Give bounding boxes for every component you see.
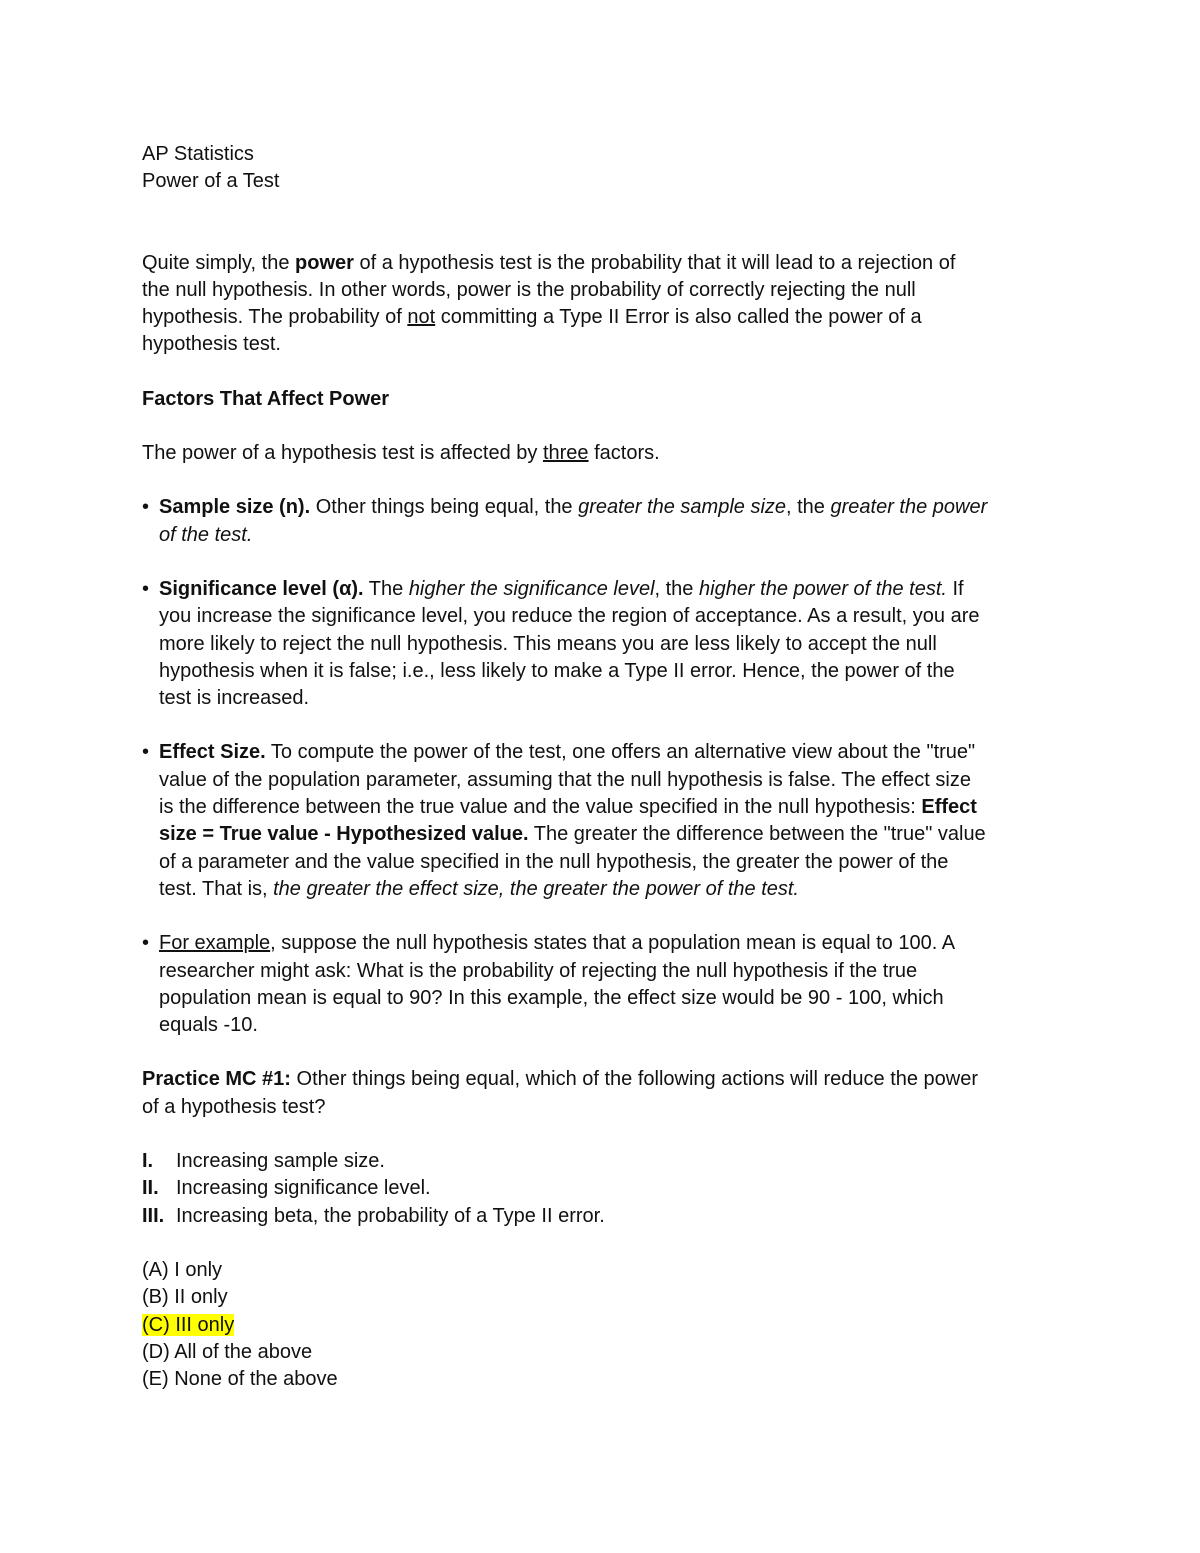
bullet-example: • For example, suppose the null hypothesis states that a population mean is equal to 100. A researcher might ask: What is the probability of rejecting the null hypothesis if the true population mean is equal to 90? In this example, the effect size would be 90 - 100, which equals -10. — [142, 932, 956, 1037]
intro-paragraph: Quite simply, the power of a hypothesis test is the probability that it will lead to a rejection of the null hypothesis. In other words, power is the probability of correctly rejecting the null hypothesis. The probability of not committing a Type II Error is also called the power of a hypothesis test. — [142, 251, 956, 356]
power-term: power — [295, 251, 354, 274]
choice-b: (B) II only — [142, 1286, 228, 1309]
bullet-dot-icon: • — [142, 741, 150, 764]
practice-label: Practice MC #1: — [142, 1068, 291, 1091]
bullet-dot-icon: • — [142, 577, 150, 600]
factors-lead: The power of a hypothesis test is affected by three factors. — [142, 442, 660, 465]
choice-c-highlighted: (C) III only — [142, 1313, 235, 1336]
bullet-effect-size: • Effect Size. To compute the power of the test, one offers an alternative view about the "true" value of the population parameter, assuming that the null hypothesis is false. The effect size is the difference between the true value and the value specified in the null hypothesis: Effect size = True value - Hypothesized value. The greater the difference between the "true" value of a parameter and the value specified in the null hypothesis, the greater the power of the test. That is, the greater the effect size, the greater the power of the test. — [142, 741, 986, 900]
example-label: For example — [159, 932, 271, 955]
choice-e: (E) None of the above — [142, 1368, 338, 1391]
topic-title: Power of a Test — [142, 170, 280, 193]
three-emphasis: three — [542, 442, 589, 465]
bullet-dot-icon: • — [142, 496, 150, 519]
statement-item: I. Increasing sample size. — [142, 1150, 385, 1173]
bullet-sample-size: • Sample size (n). Other things being equal, the greater the sample size, the greater the power of the test. — [142, 496, 988, 546]
answer-choices — [142, 1257, 1062, 1393]
practice-question: Practice MC #1: Other things being equal, which of the following actions will reduce the power of a hypothesis test? — [142, 1068, 979, 1118]
bullet-significance-level: • Significance level (α). The higher the significance level, the higher the power of the test. If you increase the significance level, you reduce the region of acceptance. As a result, you are more likely to reject the null hypothesis. This means you are less likely to accept the null hypothesis when it is false; i.e., less likely to make a Type II error. Hence, the power of the test is increased. — [142, 577, 980, 710]
factors-heading: Factors That Affect Power — [142, 387, 390, 410]
course-title: AP Statistics — [142, 143, 254, 165]
statement-item: II. Increasing significance level. — [142, 1177, 431, 1200]
statement-list — [142, 1148, 1062, 1230]
choice-d: (D) All of the above — [142, 1340, 313, 1363]
document-page — [142, 141, 1062, 1393]
statement-item: III. Increasing beta, the probability of a Type II error. — [142, 1204, 605, 1227]
bullet-dot-icon: • — [142, 932, 150, 955]
not-emphasis: not — [407, 306, 436, 329]
choice-a: (A) I only — [142, 1258, 223, 1281]
